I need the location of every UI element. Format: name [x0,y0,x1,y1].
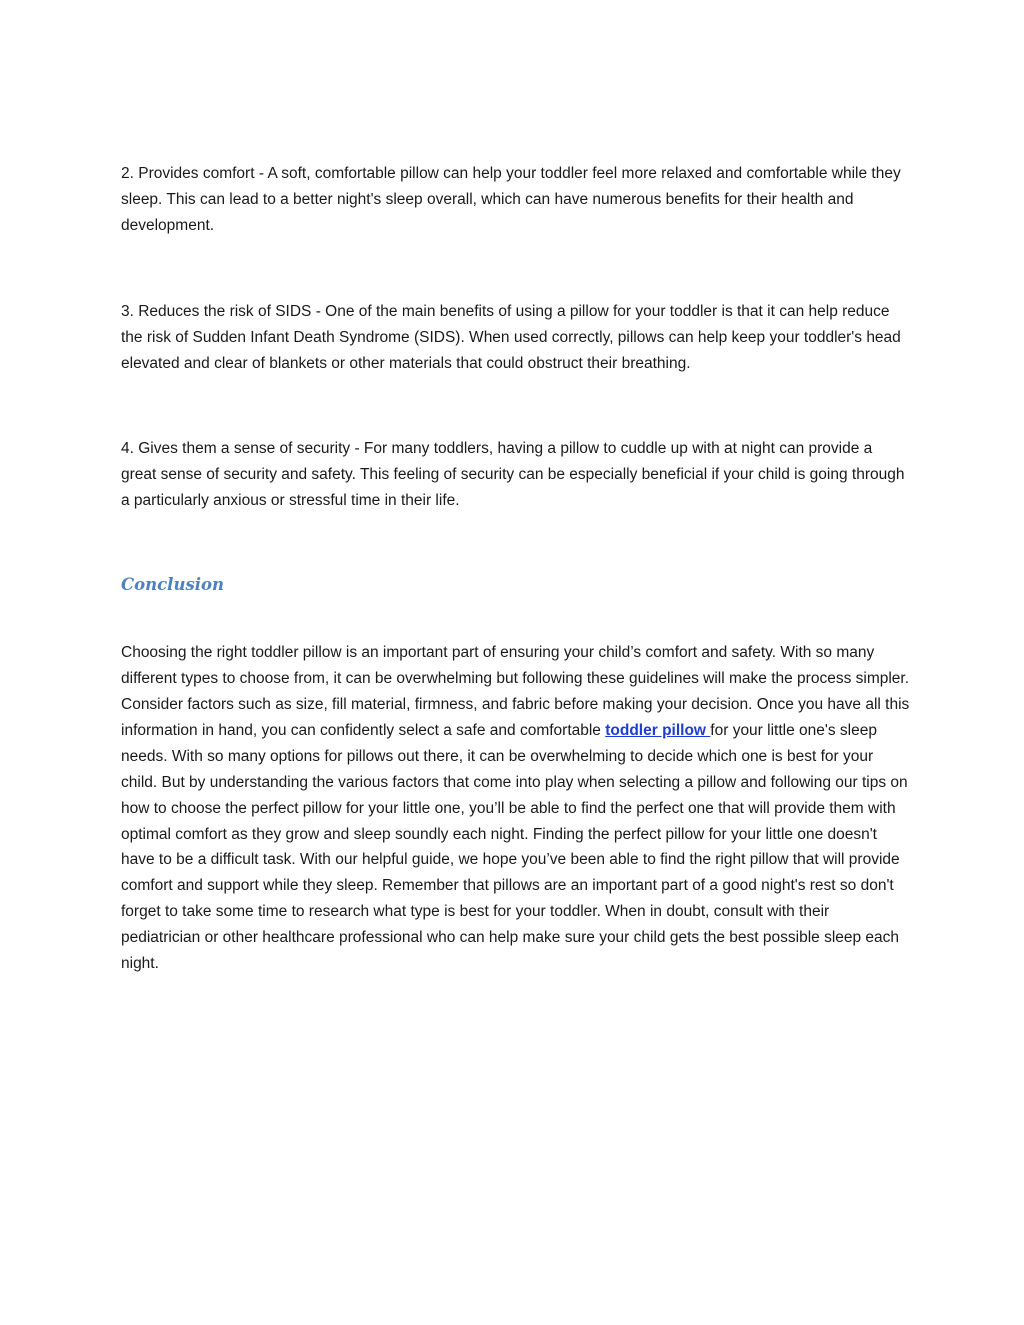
paragraph-spacer [121,514,911,572]
document-page [121,161,911,977]
paragraph-sense-of-security: 4. Gives them a sense of security - For many toddlers, having a pillow to cuddle up with at night can provide a great sense of security and safety. This feeling of security can be especially beneficial if your child is going through a particularly anxious or stressful time in their life. [121,440,905,510]
conclusion-text-before-link: Choosing the right toddler pillow is an important part of ensuring your child’s comfort and safety. With so many different types to choose from, it can be overwhelming but following these guidelines will make the process simpler. Consider factors such as size, fill material, firmness, and fabric before making your decision. Once you have all this information in hand, you can confidently select a safe and comfortable [121,644,910,739]
paragraph-provides-comfort: 2. Provides comfort - A soft, comfortable pillow can help your toddler feel more relaxed and comfortable while they sleep. This can lead to a better night's sleep overall, which can have numerous benefits for their health and development. [121,165,901,234]
conclusion-text-after-link: for your little one's sleep needs. With so many options for pillows out there, it can be overwhelming to decide which one is best for your child. But by understanding the various factors that come into play when selecting a pillow and following our tips on how to choose the perfect pillow for your little one, you’ll be able to find the perfect one that will provide them with optimal comfort as they grow and sleep soundly each night. Finding the perfect pillow for your little one doesn't have to be a difficult task. With our helpful guide, we hope you’ve been able to find the right pillow that will provide comfort and support while they sleep. Remember that pillows are an important part of a good night's rest so don't forget to take some time to research what type is best for your toddler. When in doubt, consult with their pediatrician or other healthcare professional who can help make sure your child gets the best possible sleep each night. [121,721,908,973]
conclusion-heading: Conclusion [121,575,225,595]
paragraph-reduces-sids: 3. Reduces the risk of SIDS - One of the main benefits of using a pillow for your toddler is that it can help reduce the risk of Sudden Infant Death Syndrome (SIDS). When used correctly, pillows can help keep your toddler's head elevated and clear of blankets or other materials that could obstruct their breathing. [121,302,901,372]
paragraph-spacer [121,376,911,436]
heading-spacer [121,598,911,640]
paragraph-spacer [121,239,911,299]
toddler-pillow-link[interactable]: toddler pillow [605,721,711,739]
conclusion-paragraph [121,640,911,977]
